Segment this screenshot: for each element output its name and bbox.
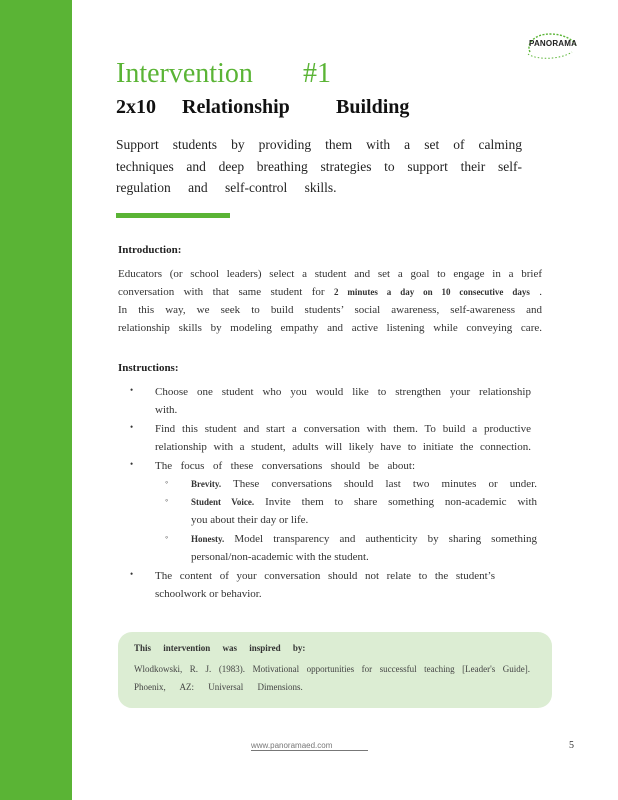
- bullet-icon: •: [130, 459, 134, 469]
- list-item-line: Choose one student who you would like to strengthen your relationship: [155, 386, 531, 398]
- sub-bullet-icon: ◦: [165, 495, 169, 505]
- list-item: [155, 420, 531, 457]
- citation-line: Phoenix, AZ: Universal Dimensions.: [134, 682, 303, 692]
- list-item-line: Find this student and start a conversation with them. To build a productive: [155, 423, 531, 435]
- sub-item-line: you about their day or life.: [191, 514, 309, 527]
- panorama-logo: [520, 30, 582, 60]
- list-item-line: relationship with a student, adults will likely have to initiate the connection.: [155, 441, 531, 454]
- credit-citation: [134, 660, 530, 696]
- sub-item-label: Brevity.: [191, 479, 222, 489]
- introduction-heading: Introduction:: [118, 244, 182, 256]
- subtitle-word-1: 2x10: [116, 96, 156, 118]
- list-item-line: The focus of these conversations should be about:: [155, 460, 415, 472]
- sub-item-label: Honesty.: [191, 534, 225, 544]
- intro-text: conversation with that same student for: [118, 286, 325, 298]
- title-number: #1: [303, 58, 331, 89]
- credit-heading: This intervention was inspired by:: [134, 643, 306, 653]
- description-line: techniques and deep breathing strategies to support their self-: [116, 158, 522, 174]
- page-number: 5: [569, 740, 574, 751]
- bullet-icon: •: [130, 422, 134, 432]
- list-item-line: with.: [155, 404, 178, 417]
- page-subtitle: [116, 96, 556, 122]
- sub-list-item: [191, 475, 537, 493]
- sub-item-line: [191, 530, 537, 548]
- sub-item-text: These conversations should last two minutes or under.: [233, 478, 537, 490]
- credit-box: [118, 632, 552, 708]
- sub-bullet-icon: ◦: [165, 532, 169, 542]
- sub-item-line: personal/non-academic with the student.: [191, 551, 369, 564]
- intro-line: relationship skills by modeling empathy and active listening while conveying care.: [118, 322, 542, 334]
- list-item: [155, 567, 495, 604]
- page-title: [116, 58, 556, 92]
- sub-item-line: [191, 475, 537, 493]
- description-line: regulation and self-control skills.: [116, 180, 337, 195]
- description: [116, 134, 522, 199]
- title-word: Intervention: [116, 58, 253, 89]
- sub-item-text: Model transparency and authenticity by sharing something: [234, 533, 538, 545]
- sub-list-item: [191, 493, 537, 530]
- sub-list-item: [191, 530, 537, 567]
- subtitle-word-2: Relationship: [182, 96, 290, 118]
- list-item-line: schoolwork or behavior.: [155, 588, 262, 601]
- bullet-icon: •: [130, 569, 134, 579]
- green-sidebar: [0, 0, 72, 800]
- intro-period: .: [539, 286, 543, 298]
- logo-text: PANORAMA: [529, 39, 578, 48]
- intro-line: In this way, we seek to build students’ social awareness, self-awareness and: [118, 304, 542, 316]
- list-item-line: The content of your conversation should not relate to the student’s: [155, 570, 495, 582]
- subtitle-word-3: Building: [336, 96, 410, 118]
- description-line: Support students by providing them with a set of calming: [116, 137, 522, 152]
- bullet-icon: •: [130, 385, 134, 395]
- introduction-paragraph: [118, 265, 542, 337]
- accent-bar: [116, 213, 230, 218]
- intro-emphasis: 2 minutes a day on 10 consecutive days: [333, 287, 530, 297]
- footer-link[interactable]: www.panoramaed.com: [251, 741, 368, 751]
- sub-item-text: Invite them to share something non-academic with: [265, 496, 537, 508]
- sub-bullet-icon: ◦: [165, 477, 169, 487]
- instructions-heading: Instructions:: [118, 362, 179, 374]
- intro-line: [118, 283, 542, 301]
- intro-line: Educators (or school leaders) select a student and set a goal to engage in a brief: [118, 268, 542, 280]
- citation-line: Wlodkowski, R. J. (1983). Motivational opportunities for successful teaching [Leader's Guide].: [134, 664, 530, 674]
- sub-item-label: Student Voice.: [191, 497, 255, 507]
- sub-item-line: [191, 493, 537, 511]
- list-item: [155, 457, 415, 475]
- list-item: [155, 383, 531, 420]
